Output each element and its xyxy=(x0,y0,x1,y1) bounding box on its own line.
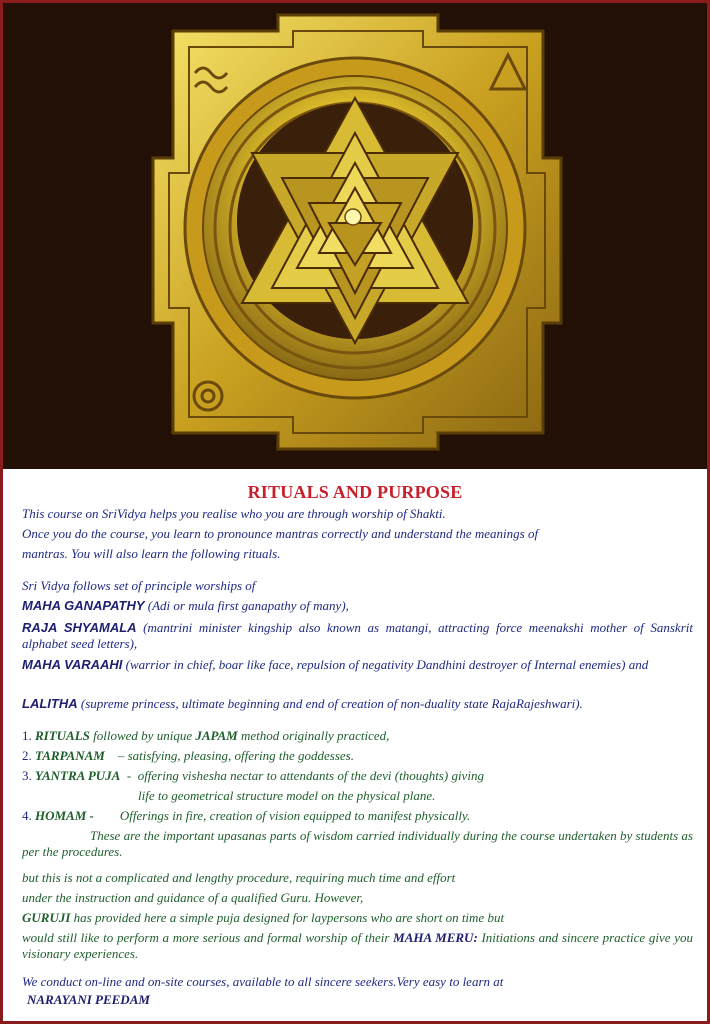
sri-yantra-image xyxy=(3,3,707,469)
ritual-1 xyxy=(22,728,693,744)
closing-line: We conduct on-line and on-site courses, available to all sincere seekers.Very easy to learn at xyxy=(22,974,504,989)
worship-maha-varaahi xyxy=(22,657,693,673)
sri-yantra-icon xyxy=(3,3,707,469)
worships-lead: Sri Vidya follows set of principle worships of xyxy=(22,578,256,593)
ritual-text: method originally practiced, xyxy=(237,728,390,743)
procedure-line-1: but this is not a complicated and lengthy procedure, requiring much time and effort xyxy=(22,870,456,885)
ritual-name: RITUALS xyxy=(35,728,90,743)
maha-meru-pre: would still like to perform a more serious and formal worship of their xyxy=(22,930,394,945)
ritual-text: followed by unique xyxy=(89,728,196,743)
ritual-text: Offerings in fire, creation of vision equipped to manifest physically. xyxy=(119,808,471,823)
maha-meru-line xyxy=(22,930,693,962)
ritual-name: TARPANAM xyxy=(35,748,105,763)
ritual-number: 2. xyxy=(22,748,35,763)
worship-desc: (Adi or mula first ganapathy of many), xyxy=(144,598,349,613)
upasanas-paragraph: These are the important upasanas parts of wisdom carried individually during the course undertaken by students as per the procedures. xyxy=(22,828,693,859)
guruji-line xyxy=(22,910,693,926)
worship-desc: (supreme princess, ultimate beginning and end of creation of non-duality state RajaRajeshwari). xyxy=(77,696,583,711)
guruji-name: GURUJI xyxy=(22,910,71,925)
worship-maha-ganapathy xyxy=(22,598,693,614)
worship-lalitha xyxy=(22,696,693,712)
ritual-name-japam: JAPAM xyxy=(195,728,238,743)
ritual-name: YANTRA PUJA xyxy=(35,768,121,783)
guruji-text: has provided here a simple puja designed for laypersons who are short on time but xyxy=(70,910,505,925)
maha-meru-name: MAHA MERU: xyxy=(393,930,478,945)
procedure-line-2: under the instruction and guidance of a qualified Guru. However, xyxy=(22,890,364,905)
ritual-text: – satisfying, pleasing, offering the goddesses. xyxy=(104,748,354,763)
ritual-number: 3. xyxy=(22,768,35,783)
rituals-content xyxy=(3,469,707,1021)
worship-name: MAHA GANAPATHY xyxy=(22,598,145,613)
worship-desc: (mantrini minister kingship also known as matangi, attracting force meenakshi mother of Sanskrit alphabet seed letters), xyxy=(22,620,693,651)
maha-meru-post: Initiations and sincere practice give you visionary experiences. xyxy=(22,930,693,961)
intro-line-3: mantras. You will also learn the following rituals. xyxy=(22,546,281,561)
ritual-4 xyxy=(22,808,693,824)
page-title: RITUALS AND PURPOSE xyxy=(247,482,463,502)
worship-name: LALITHA xyxy=(22,696,78,711)
ritual-3-continued: life to geometrical structure model on the physical plane. xyxy=(138,788,436,803)
intro-line-2: Once you do the course, you learn to pronounce mantras correctly and understand the meanings of xyxy=(22,526,539,541)
worship-name: MAHA VARAAHI xyxy=(22,657,123,672)
ritual-name: HOMAM - xyxy=(35,808,94,823)
ritual-number: 1. xyxy=(22,728,35,743)
ritual-text: - offering vishesha nectar to attendants of the devi (thoughts) giving xyxy=(120,768,484,783)
worship-name: RAJA SHYAMALA xyxy=(22,620,137,635)
ritual-2 xyxy=(22,748,693,764)
org-name xyxy=(27,992,693,1008)
worship-desc: (warrior in chief, boar like face, repulsion of negativity Dandhini destroyer of Internal enemies) and xyxy=(122,657,649,672)
intro-line-1: This course on SriVidya helps you realise who you are through worship of Shakti. xyxy=(22,506,446,521)
worship-raja-shyamala xyxy=(22,620,693,652)
ritual-number: 4. xyxy=(22,808,35,823)
org-name-text: NARAYANI PEEDAM xyxy=(27,992,150,1007)
ritual-3 xyxy=(22,768,693,784)
